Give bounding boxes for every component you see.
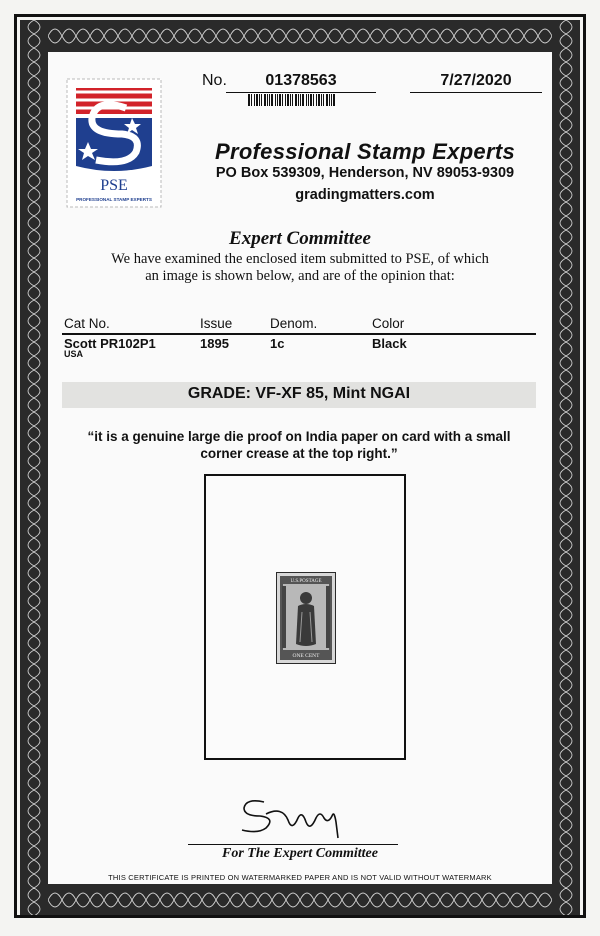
value-cat-no: Scott PR102P1 [64, 336, 156, 351]
barcode-bar [275, 94, 276, 106]
barcode-bar [277, 94, 278, 106]
header-denom: Denom. [270, 316, 318, 331]
stamp-bottom-text: ONE CENT [292, 653, 320, 659]
barcode-bar [295, 94, 297, 106]
cert-number-label: No. [202, 72, 227, 89]
barcode-bar [329, 94, 330, 106]
barcode-bar [331, 94, 332, 106]
logo-text: PSE [100, 177, 128, 194]
signature [236, 788, 366, 846]
committee-title: Expert Committee [229, 228, 371, 249]
watermark-disclaimer: THIS CERTIFICATE IS PRINTED ON WATERMARKED PAPER AND IS NOT VALID WITHOUT WATERMARK [108, 873, 492, 882]
barcode-bar [308, 94, 309, 106]
barcode-bar [254, 94, 255, 106]
barcode-bar [248, 94, 250, 106]
opinion-line: corner crease at the top right.” [200, 446, 398, 461]
barcode-bar [267, 94, 268, 106]
barcode-bar [292, 94, 293, 106]
value-color: Black [372, 336, 407, 351]
barcode-bar [306, 94, 307, 106]
barcode-bar [261, 94, 262, 106]
stamp-top-text: U.S.POSTAGE [290, 579, 322, 584]
barcode-bar [290, 94, 291, 106]
barcode-bar [287, 94, 289, 106]
barcode-bar [256, 94, 258, 106]
signed-for-text: For The Expert Committee [222, 846, 378, 861]
barcode-bar [279, 94, 281, 106]
barcode [248, 94, 336, 106]
barcode-bar [259, 94, 260, 106]
intro-line: We have examined the enclosed item submitted to PSE, of which [111, 251, 489, 267]
intro-text [60, 251, 540, 285]
barcode-bar [333, 94, 335, 106]
value-denom: 1c [270, 336, 285, 351]
stamp-proof-image [276, 572, 336, 664]
barcode-bar [302, 94, 304, 106]
barcode-bar [271, 94, 273, 106]
header-issue: Issue [200, 316, 233, 331]
logo-tagline: PROFESSIONAL STAMP EXPERTS [76, 197, 152, 202]
barcode-bar [323, 94, 324, 106]
barcode-bar [300, 94, 301, 106]
company-website: gradingmatters.com [295, 187, 435, 203]
company-address: PO Box 539309, Henderson, NV 89053-9309 [215, 165, 515, 181]
barcode-bar [318, 94, 320, 106]
barcode-bar [310, 94, 312, 106]
pse-logo [66, 78, 162, 208]
barcode-bar [313, 94, 314, 106]
barcode-bar [282, 94, 283, 106]
grade-text: GRADE: VF-XF 85, Mint NGAI [187, 385, 411, 402]
cert-number: 01378563 [226, 72, 376, 93]
barcode-bar [321, 94, 322, 106]
header-color: Color [372, 316, 405, 331]
header-cat-no: Cat No. [64, 316, 110, 331]
company-name: Professional Stamp Experts [214, 139, 515, 164]
opinion-text [62, 428, 536, 462]
barcode-bar [269, 94, 270, 106]
barcode-bar [285, 94, 286, 106]
country-label: USA [64, 349, 84, 359]
signature-line [188, 844, 398, 845]
table-divider [62, 333, 536, 335]
barcode-bar [326, 94, 328, 106]
opinion-line: “it is a genuine large die proof on India paper on card with a small [87, 429, 511, 444]
cert-date: 7/27/2020 [410, 72, 542, 93]
barcode-bar [251, 94, 252, 106]
barcode-bar [298, 94, 299, 106]
intro-line: an image is shown below, and are of the opinion that: [145, 268, 455, 284]
barcode-bar [264, 94, 266, 106]
barcode-bar [316, 94, 317, 106]
value-issue: 1895 [200, 336, 229, 351]
